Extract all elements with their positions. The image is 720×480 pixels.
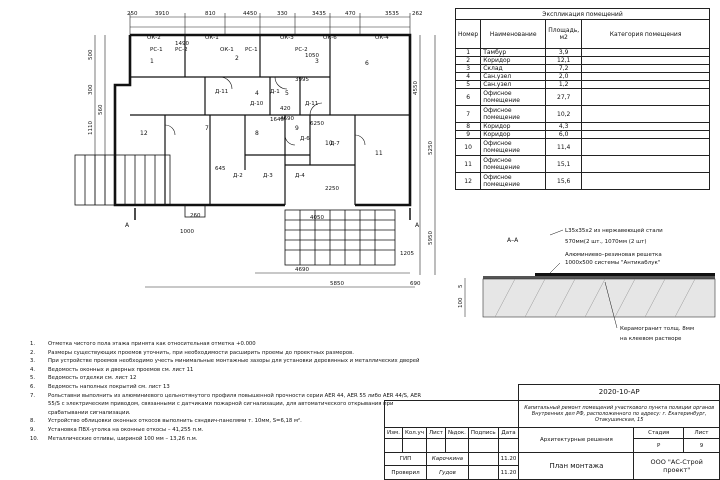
room-area: 2,0	[546, 73, 582, 81]
general-notes	[30, 340, 425, 443]
stage-value: Р	[634, 439, 684, 453]
room-num: 7	[456, 106, 481, 123]
room-category	[582, 49, 710, 57]
inner-dim-9: 4690	[280, 116, 294, 122]
room-name: Склад	[481, 65, 546, 73]
room-category	[582, 173, 710, 190]
room-name: Офисное помещение	[481, 89, 546, 106]
plan-section-marks	[125, 208, 420, 229]
right-dim-2: 5250	[428, 141, 434, 155]
door-tag-4: РС-2	[295, 47, 308, 53]
room-category	[582, 81, 710, 89]
window-tag-1: ОК-2	[147, 35, 161, 41]
room-table-header-name: Наименование	[481, 20, 546, 49]
room-area: 27,7	[546, 89, 582, 106]
top-dim-8: 3535	[385, 11, 399, 17]
section-dim-2: 5	[458, 284, 464, 288]
room-table-row	[456, 73, 710, 81]
col-list: Лист	[426, 427, 445, 438]
col-izm: Изм.	[385, 427, 403, 438]
inner-dim-6: 645	[215, 166, 226, 172]
note-item	[30, 417, 425, 426]
sheet-title: План монтажа	[519, 452, 634, 479]
note-text: Установка ПВХ-уголка на оконные откосы – 41,255 п.м.	[48, 426, 204, 433]
room-number-11: 11	[375, 150, 383, 157]
section-note-5: Керамогранит толщ. 8мм	[620, 326, 695, 332]
note-text: Ведомость отделки см. лист 12	[48, 375, 137, 382]
room-num: 5	[456, 81, 481, 89]
room-number-7: 7	[205, 125, 209, 132]
note-item	[30, 340, 425, 349]
room-table-header-number: Номер	[456, 20, 481, 49]
room-number-12: 12	[140, 130, 148, 137]
room-table-header-area: Площадь, м2	[546, 20, 582, 49]
note-text: Рольставни выполнить из алюминиевого цельнотянутого профиля повышенной прочности серии AER 44, AER 55 либо AER 44/S, AER 55/S с электрическим приводом, связанными с датчиками пожарной сигнализации, для автоматического открывания при срабатывании сигнализации.	[48, 392, 422, 416]
note-number: 2.	[30, 349, 36, 356]
door-tag-5: Д-11	[215, 89, 229, 95]
room-category	[582, 73, 710, 81]
room-area: 10,2	[546, 106, 582, 123]
inner-dim-1: 1490	[175, 41, 189, 47]
room-area: 12,1	[546, 57, 582, 65]
room-table-row	[456, 131, 710, 139]
room-area: 6,0	[546, 131, 582, 139]
note-item	[30, 392, 425, 418]
room-area: 7,2	[546, 65, 582, 73]
room-num: 9	[456, 131, 481, 139]
room-area: 3,9	[546, 49, 582, 57]
window-tag-2: ОК-1	[205, 35, 219, 41]
right-dim-1: 4550	[413, 81, 419, 95]
room-category	[582, 89, 710, 106]
door-tag-12: Д-3	[263, 173, 273, 179]
inner-dim-8: 6250	[310, 121, 324, 127]
project-code: 2020-10-АР	[519, 385, 720, 401]
room-area: 11,4	[546, 139, 582, 156]
room-category	[582, 106, 710, 123]
bottom-dim-6: 690	[410, 281, 421, 287]
room-table-row	[456, 173, 710, 190]
left-dim-3: 1110	[88, 121, 94, 135]
note-item	[30, 383, 425, 392]
room-name: Сан.узел	[481, 81, 546, 89]
section-dim-1: 100	[458, 297, 464, 308]
window-tag-4: ОК-3	[280, 35, 294, 41]
room-category	[582, 123, 710, 131]
left-dim-1: 500	[88, 49, 94, 60]
room-table-row	[456, 49, 710, 57]
note-item	[30, 357, 425, 366]
room-table-row	[456, 123, 710, 131]
note-number: 8.	[30, 418, 36, 425]
room-name: Тамбур	[481, 49, 546, 57]
section-note-1: L35х35х2 из нержавеющей стали	[565, 228, 663, 234]
note-item	[30, 374, 425, 383]
right-dim-3: 5950	[428, 231, 434, 245]
note-text: Отметка чистого пола этажа принята как относительная отметка +0.000	[48, 341, 256, 347]
inner-dim-2: 3995	[295, 77, 309, 83]
note-text: Размеры существующих проемов уточнить, при необходимости расширить проемы до проектных размеров.	[48, 349, 354, 356]
door-tag-8: Д-11	[305, 101, 319, 107]
room-number-3: 3	[315, 58, 319, 65]
bottom-dim-7: 1205	[400, 251, 414, 257]
room-number-1: 1	[150, 58, 154, 65]
section-base	[483, 279, 715, 317]
section-note-2: 570мм(2 шт., 1070мм (2 шт)	[565, 239, 647, 245]
top-dim-7: 470	[345, 11, 356, 17]
door-tag-11: Д-4	[295, 173, 305, 179]
note-text: Ведомость наполных покрытий см. лист 13	[48, 383, 170, 390]
project-description: Капитальный ремонт помещений участкового пункта полиции органов Внутренних дел РФ, расположенного по адресу: г. Екатеринбург, Отакушинская, 15	[519, 400, 720, 427]
room-name: Коридор	[481, 123, 546, 131]
role-1-date: 11.20	[498, 452, 519, 466]
inner-dim-3: 1050	[305, 53, 319, 59]
bottom-dim-4: 4690	[295, 267, 309, 273]
note-text: Ведомость оконных и дверных проемов см. лист 11	[48, 366, 194, 373]
stage-label: Стадия	[634, 427, 684, 438]
note-number: 1.	[30, 341, 36, 347]
room-table-row	[456, 156, 710, 173]
top-dim-3: 810	[205, 11, 216, 17]
door-tag-2: РС-2	[175, 47, 188, 53]
door-tag-13: Д-2	[233, 173, 243, 179]
room-category	[582, 139, 710, 156]
bottom-dim-1: 1000	[180, 229, 194, 235]
role-2-name: Гудов	[426, 466, 468, 480]
door-tag-1: РС-1	[150, 47, 163, 53]
room-number-2: 2	[235, 55, 239, 62]
door-tag-3: РС-1	[245, 47, 258, 53]
sheet-label: Лист	[683, 427, 719, 438]
section-detail	[455, 218, 717, 348]
role-1-name: Карочкина	[426, 452, 468, 466]
room-table-row	[456, 139, 710, 156]
left-dim-4: 560	[98, 104, 104, 115]
window-tag-6: ОК-4	[375, 35, 389, 41]
room-num: 4	[456, 73, 481, 81]
top-dim-9: 262	[412, 11, 423, 17]
room-num: 2	[456, 57, 481, 65]
inner-dim-4: 1640	[270, 117, 284, 123]
col-doc: №док.	[445, 427, 468, 438]
room-area: 15,6	[546, 173, 582, 190]
bottom-dim-5: 5850	[330, 281, 344, 287]
note-item	[30, 426, 425, 435]
section-note-6: на клеевом растворе	[620, 336, 682, 342]
room-category	[582, 57, 710, 65]
door-tag-9: Д-6	[300, 136, 310, 142]
col-kol: Кол.уч	[402, 427, 426, 438]
note-text: Устройство облицовки оконных откосов выполнить сэндвич-панелями т. 10мм, S=6,18 м².	[48, 418, 302, 425]
floor-plan	[55, 5, 450, 295]
room-area: 1,2	[546, 81, 582, 89]
room-number-6: 6	[365, 60, 369, 67]
room-table-caption: Экспликация помещений	[456, 9, 710, 20]
plan-stairs	[75, 155, 395, 265]
note-number: 6.	[30, 383, 36, 390]
note-number: 5.	[30, 375, 36, 382]
room-num: 10	[456, 139, 481, 156]
plan-door-swings	[165, 77, 365, 145]
section-mark-left: А	[125, 222, 130, 229]
role-2-date: 11.20	[498, 466, 519, 480]
room-name: Офисное помещение	[481, 156, 546, 173]
left-dim-2: 300	[88, 84, 94, 95]
note-item	[30, 435, 425, 444]
room-category	[582, 156, 710, 173]
top-dim-4: 4450	[243, 11, 257, 17]
room-number-8: 8	[255, 130, 259, 137]
bottom-dim-3: 4050	[310, 215, 324, 221]
col-sign: Подпись	[468, 427, 498, 438]
room-table-body	[456, 49, 710, 190]
room-number-4: 4	[255, 90, 259, 97]
top-dim-1: 250	[127, 11, 138, 17]
room-area: 15,1	[546, 156, 582, 173]
plan-labels	[88, 11, 434, 287]
room-table-row	[456, 57, 710, 65]
room-num: 12	[456, 173, 481, 190]
room-number-5: 5	[285, 90, 289, 97]
room-num: 1	[456, 49, 481, 57]
room-schedule-table	[455, 8, 710, 190]
note-number: 9.	[30, 426, 36, 433]
door-tag-7: Д-10	[250, 101, 264, 107]
room-table-header-category: Категория помещения	[582, 20, 710, 49]
room-table-row	[456, 89, 710, 106]
note-item	[30, 349, 425, 358]
sheet-value: 9	[683, 439, 719, 453]
top-dim-5: 330	[277, 11, 288, 17]
inner-dim-5: 420	[280, 106, 291, 112]
room-num: 6	[456, 89, 481, 106]
plan-dimension-lines	[95, 13, 435, 287]
room-name: Офисное помещение	[481, 106, 546, 123]
room-number-10: 10	[325, 140, 333, 147]
room-table-row	[456, 106, 710, 123]
room-name: Коридор	[481, 57, 546, 65]
note-number: 7.	[30, 392, 36, 399]
col-date: Дата	[498, 427, 519, 438]
top-dim-2: 3910	[155, 11, 169, 17]
room-name: Коридор	[481, 131, 546, 139]
room-table-row	[456, 65, 710, 73]
inner-dim-7: 2250	[325, 186, 339, 192]
section-note-3: Алюминиево–резиновая решетка	[565, 252, 662, 258]
section-grating	[483, 273, 715, 279]
section-name: Архитектурные решения	[519, 427, 634, 452]
room-name: Сан.узел	[481, 73, 546, 81]
door-tag-10: Д-7	[330, 141, 340, 147]
room-number-9: 9	[295, 125, 299, 132]
note-text: Металлические отливы, шириной 100 мм – 13,26 п.м.	[48, 435, 198, 442]
note-number: 3.	[30, 358, 36, 365]
room-name: Офисное помещение	[481, 139, 546, 156]
note-number: 10.	[30, 435, 39, 442]
top-dim-6: 3435	[312, 11, 326, 17]
section-note-4: 1000х500 системы "Антикаблук"	[565, 260, 661, 266]
room-num: 8	[456, 123, 481, 131]
window-tag-3: ОК-1	[220, 47, 234, 53]
room-category	[582, 131, 710, 139]
room-area: 4,3	[546, 123, 582, 131]
role-2: Проверил	[385, 466, 427, 480]
section-mark-right: А	[415, 222, 420, 229]
section-label: А–А	[507, 237, 519, 244]
room-num: 3	[456, 65, 481, 73]
bottom-dim-2: 260	[190, 213, 201, 219]
note-number: 4.	[30, 366, 36, 373]
room-table-row	[456, 81, 710, 89]
window-tag-5: ОК-6	[323, 35, 337, 41]
room-num: 11	[456, 156, 481, 173]
note-item	[30, 366, 425, 375]
room-name: Офисное помещение	[481, 173, 546, 190]
door-tag-6: Д-1	[270, 89, 280, 95]
company-name: ООО "АС-Строй проект"	[634, 452, 720, 479]
room-category	[582, 65, 710, 73]
title-block	[384, 384, 720, 480]
role-1: ГИП	[385, 452, 427, 466]
note-text: При устройстве проемов необходимо учесть минимальные монтажные зазоры для установки деревянных и металлических дверей	[48, 358, 420, 365]
